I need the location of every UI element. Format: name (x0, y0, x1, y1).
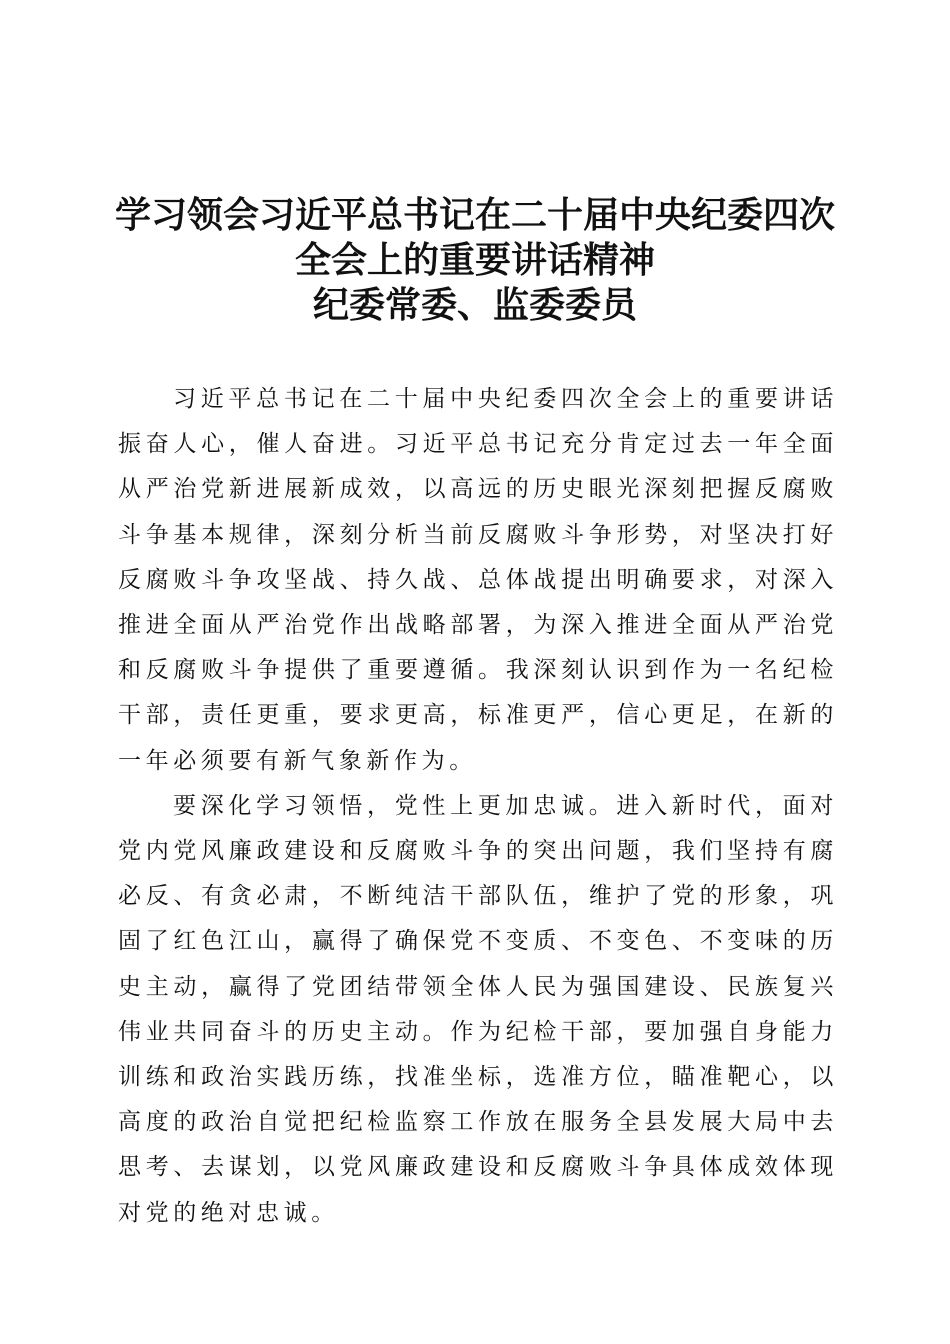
paragraph-2: 要深化学习领悟，党性上更加忠诚。进入新时代，面对党内党风廉政建设和反腐败斗争的突出问题，我们坚持有腐必反、有贪必肃，不断纯洁干部队伍，维护了党的形象，巩固了红色江山，赢得了确保党不变质、不变色、不变味的历史主动，赢得了党团结带领全体人民为强国建设、民族复兴伟业共同奋斗的历史主动。作为纪检干部，要加强自身能力训练和政治实践历练，找准坐标，选准方位，瞄准靶心，以高度的政治自觉把纪检监察工作放在服务全县发展大局中去思考、去谋划，以党风廉政建设和反腐败斗争具体成效体现对党的绝对忠诚。 (118, 792, 838, 1226)
title-line-3: 纪委常委、监委委员 (312, 284, 637, 326)
paragraph-1: 习近平总书记在二十届中央纪委四次全会上的重要讲话振奋人心，催人奋进。习近平总书记充分肯定过去一年全面从严治党新进展新成效，以高远的历史眼光深刻把握反腐败斗争基本规律，深刻分析当前反腐败斗争形势，对坚决打好反腐败斗争攻坚战、持久战、总体战提出明确要求，对深入推进全面从严治党作出战略部署，为深入推进全面从严治党和反腐败斗争提供了重要遵循。我深刻认识到作为一名纪检干部，责任更重，要求更高，标准更严，信心更足，在新的一年必须要有新气象新作为。 (118, 386, 838, 774)
title-line-2: 全会上的重要讲话精神 (294, 239, 655, 281)
document-title (100, 193, 850, 328)
title-line-1: 学习领会习近平总书记在二十届中央纪委四次 (114, 194, 835, 236)
document-body (118, 377, 838, 1236)
